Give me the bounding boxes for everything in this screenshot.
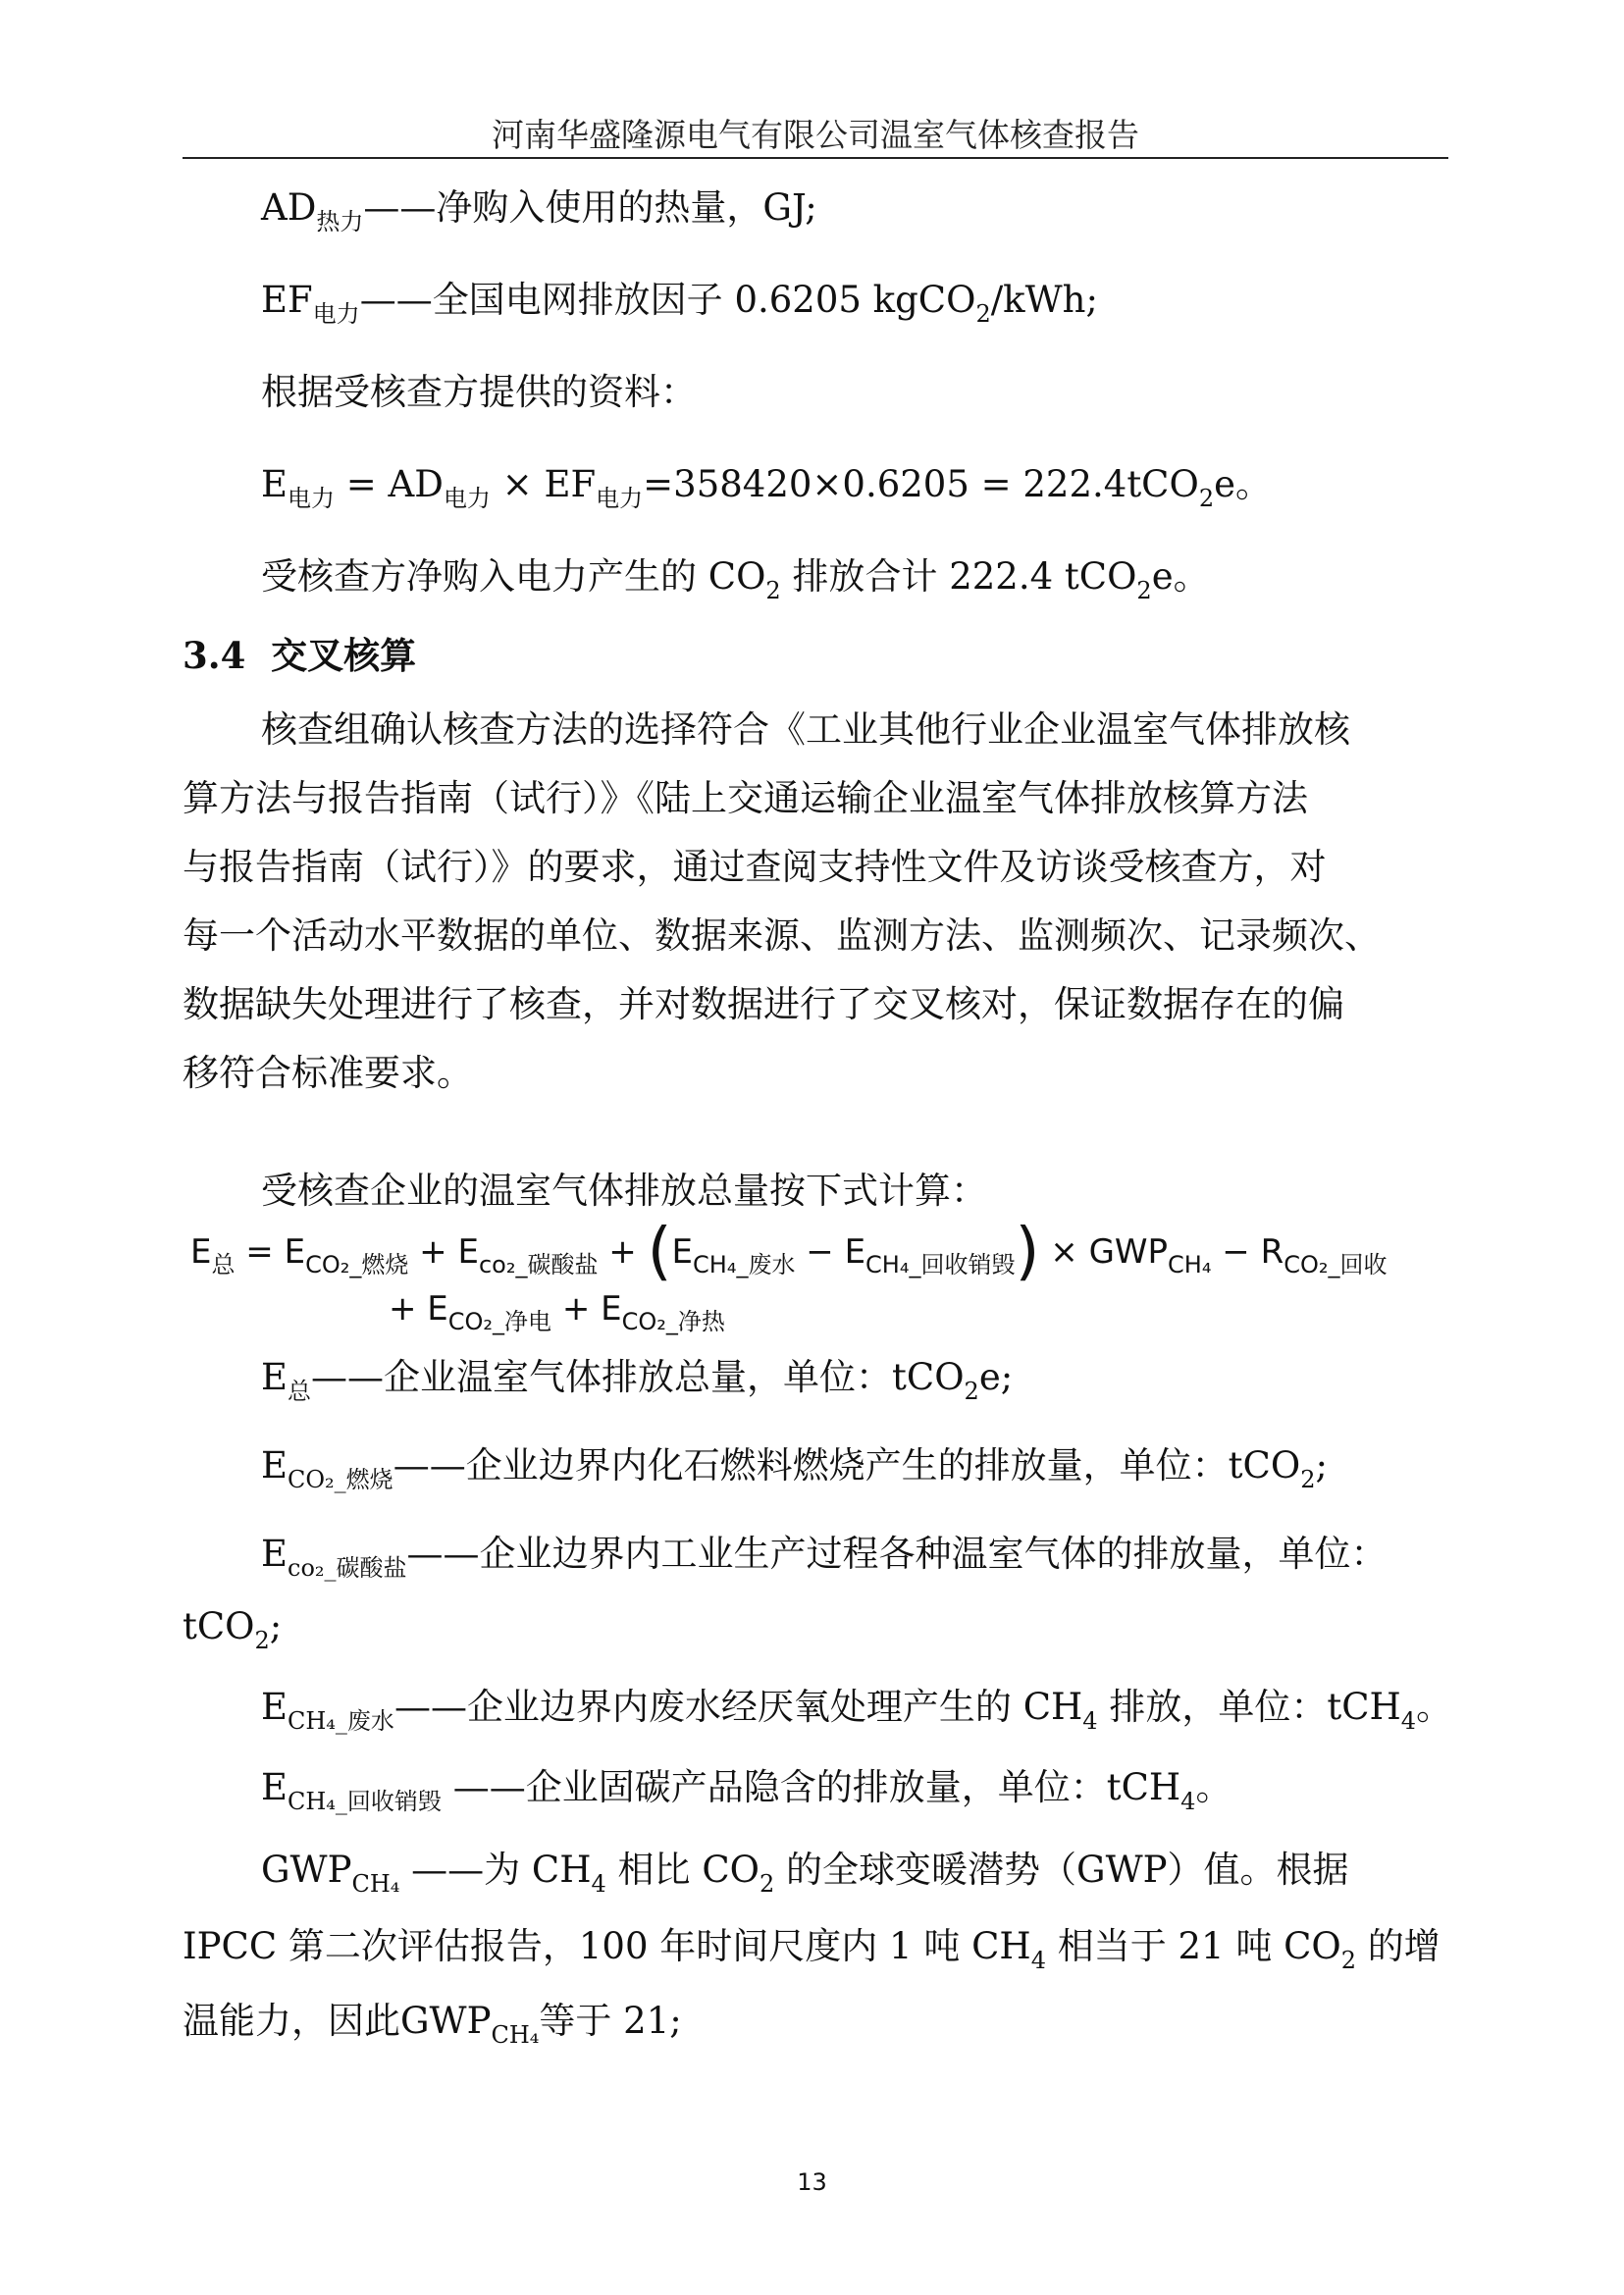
definition-text: ——企业固碳产品隐含的排放量，单位：tCH (441, 1766, 1181, 1808)
subscript: 4 (1400, 1707, 1417, 1735)
text: 受核查方净购入电力产生的 CO (261, 555, 766, 598)
definition-e-combustion (183, 1442, 1328, 1493)
subscript: CH₄ (1168, 1251, 1212, 1278)
definition-text: tCO (183, 1605, 255, 1647)
subscript: 2 (1340, 1947, 1357, 1974)
power-total-text (183, 553, 1210, 604)
definition-text: IPCC 第二次评估报告，100 年时间尺度内 1 吨 CH (183, 1925, 1031, 1967)
text: 排放合计 222.4 tCO (780, 555, 1137, 598)
subscript: 电力 (443, 485, 491, 512)
subscript: CH₄_废水 (693, 1251, 796, 1278)
subscript: 4 (591, 1870, 606, 1898)
definition-tail: ; (269, 1605, 283, 1647)
symbol: EF (261, 279, 313, 321)
definition-gwp-line2 (183, 1923, 1441, 1974)
definition-text: 温能力，因此 (183, 2000, 400, 2042)
definition-text: ——企业边界内废水经厌氧处理产生的 CH (393, 1686, 1083, 1728)
section-number: 3.4 (183, 634, 246, 677)
subscript: 热力 (316, 208, 364, 235)
symbol: E (261, 463, 288, 505)
paragraph-line: 数据缺失处理进行了核查，并对数据进行了交叉核对，保证数据存在的偏 (183, 983, 1344, 1025)
definition-text: ——企业边界内工业生产过程各种温室气体的排放量，单位： (406, 1533, 1388, 1575)
definition-tail: ; (1315, 1444, 1328, 1487)
symbol: E (601, 1289, 622, 1329)
symbol: E (190, 1232, 212, 1272)
subscript: 电力 (596, 485, 644, 512)
symbol: E (284, 1232, 306, 1272)
symbol: E (427, 1289, 448, 1329)
symbol: E (261, 1444, 288, 1487)
symbol: E (261, 1356, 288, 1398)
symbol: E (844, 1232, 866, 1272)
subscript: 2 (1198, 485, 1215, 512)
subscript: CO₂_燃烧 (288, 1466, 393, 1493)
page-number: 13 (797, 2168, 827, 2196)
text: e。 (1151, 555, 1210, 598)
subscript: CO₂_回收 (1283, 1251, 1388, 1278)
page-header: 河南华盛隆源电气有限公司温室气体核查报告 (492, 116, 1139, 154)
paragraph-line: 每一个活动水平数据的单位、数据来源、监测方法、监测频次、记录频次、 (183, 914, 1381, 957)
subscript: 2 (975, 300, 991, 328)
definition-text: ——净购入使用的热量，GJ; (363, 186, 817, 229)
right-paren: ) (1015, 1216, 1040, 1288)
symbol: E (671, 1232, 694, 1272)
subscript: CH₄_回收销毁 (865, 1251, 1016, 1278)
subscript: 2 (1300, 1466, 1316, 1493)
subscript: 4 (1180, 1788, 1196, 1815)
definition-text: ——企业边界内化石燃料燃烧产生的排放量，单位：tCO (393, 1444, 1301, 1487)
subscript: CH₄_回收销毁 (288, 1788, 442, 1815)
subscript: 电力 (288, 485, 336, 512)
symbol: E (261, 1686, 288, 1728)
definition-gwp (183, 1847, 1349, 1898)
subscript: CO₂_燃烧 (305, 1251, 409, 1278)
definition-text: 的全球变暖潜势（GWP）值。根据 (774, 1849, 1349, 1891)
paragraph-line: 核查组确认核查方法的选择符合《工业其他行业企业温室气体排放核 (261, 708, 1350, 751)
cross-check-paragraph (183, 706, 1448, 1119)
subscript: 4 (1082, 1707, 1098, 1735)
definition-tail: 。 (1195, 1766, 1232, 1808)
subscript: CH₄ (351, 1870, 400, 1898)
subscript: CH₄_废水 (288, 1707, 394, 1735)
definition-e-total (183, 1354, 1014, 1405)
subscript: CO₂_净电 (447, 1308, 552, 1335)
definition-tail: e; (978, 1356, 1014, 1398)
definition-tail: 等于 21; (539, 2000, 682, 2042)
definition-e-carbonate (183, 1531, 1388, 1582)
subscript: 2 (964, 1378, 979, 1405)
total-emission-formula-line2: + $E_{CO_2\_净电} + E_{CO_2\_净热}$ (389, 1289, 725, 1335)
symbol: E (457, 1232, 479, 1272)
subscript: CH₄ (491, 2021, 540, 2049)
symbol: AD (261, 186, 317, 229)
definition-text: 排放，单位：tCH (1097, 1686, 1401, 1728)
section-heading (183, 632, 416, 679)
symbol: E (261, 1766, 288, 1808)
equation-part: × EF (490, 463, 597, 505)
paragraph-line: 与报告指南（试行）》的要求，通过查阅支持性文件及访谈受核查方，对 (183, 846, 1327, 888)
definition-text: ——全国电网排放因子 0.6205 kgCO (359, 279, 976, 321)
subscript: 2 (759, 1870, 775, 1898)
subscript: 2 (254, 1627, 270, 1654)
subscript: 2 (765, 577, 781, 604)
definition-tail: /kWh; (990, 279, 1098, 321)
paragraph-line: 移符合标准要求。 (183, 1052, 473, 1094)
definition-e-recovery (183, 1764, 1232, 1815)
formula-intro: 受核查企业的温室气体排放总量按下式计算： (261, 1170, 987, 1212)
definition-gwp-line3 (183, 1998, 682, 2049)
subscript: 4 (1030, 1947, 1046, 1974)
subscript: co₂_碳酸盐 (478, 1251, 599, 1278)
header-rule (183, 157, 1448, 159)
subscript: 2 (1136, 577, 1152, 604)
equation-part: =358420×0.6205 = 222.4tCO (643, 463, 1199, 505)
definition-tail: 。 (1416, 1686, 1453, 1728)
equation-part: e。 (1214, 463, 1273, 505)
ef-power-definition (183, 277, 1098, 328)
definition-e-wastewater (183, 1684, 1453, 1735)
paragraph-line: 算方法与报告指南（试行）》《陆上交通运输企业温室气体排放核算方法 (183, 777, 1308, 819)
subscript: 总 (211, 1251, 236, 1278)
power-emission-equation (183, 461, 1273, 512)
subscript: co₂_碳酸盐 (288, 1554, 407, 1582)
definition-text: ——为 CH (399, 1849, 592, 1891)
equation-part: = AD (335, 463, 444, 505)
definition-text: 的增 (1356, 1925, 1441, 1967)
symbol: GWP (400, 2000, 492, 2042)
definition-e-carbonate-cont (183, 1603, 283, 1654)
symbol: GWP (1088, 1232, 1169, 1272)
left-paren: ( (647, 1216, 672, 1288)
section-title: 交叉核算 (271, 634, 417, 677)
ad-heat-definition (183, 184, 817, 235)
definition-text: 相当于 21 吨 CO (1045, 1925, 1341, 1967)
according-text: 根据受核查方提供的资料： (261, 371, 697, 413)
symbol: R (1260, 1232, 1284, 1272)
definition-text: ——企业温室气体排放总量，单位：tCO (311, 1356, 965, 1398)
subscript: CO₂_净热 (621, 1308, 725, 1335)
total-emission-formula-line1: $E_总 = E_{CO_2\_燃烧} + E_{co_2\_碳酸盐} + (E_{CH_4\_废水} - E_{CH_4\_回收销毁}) \times GWP_{CH_4} - R_{CO_2\_回收}$ (190, 1216, 1388, 1288)
subscript: 电力 (312, 300, 360, 328)
subscript: 总 (288, 1378, 312, 1405)
symbol: GWP (261, 1849, 352, 1891)
definition-text: 相比 CO (605, 1849, 760, 1891)
symbol: E (261, 1533, 288, 1575)
